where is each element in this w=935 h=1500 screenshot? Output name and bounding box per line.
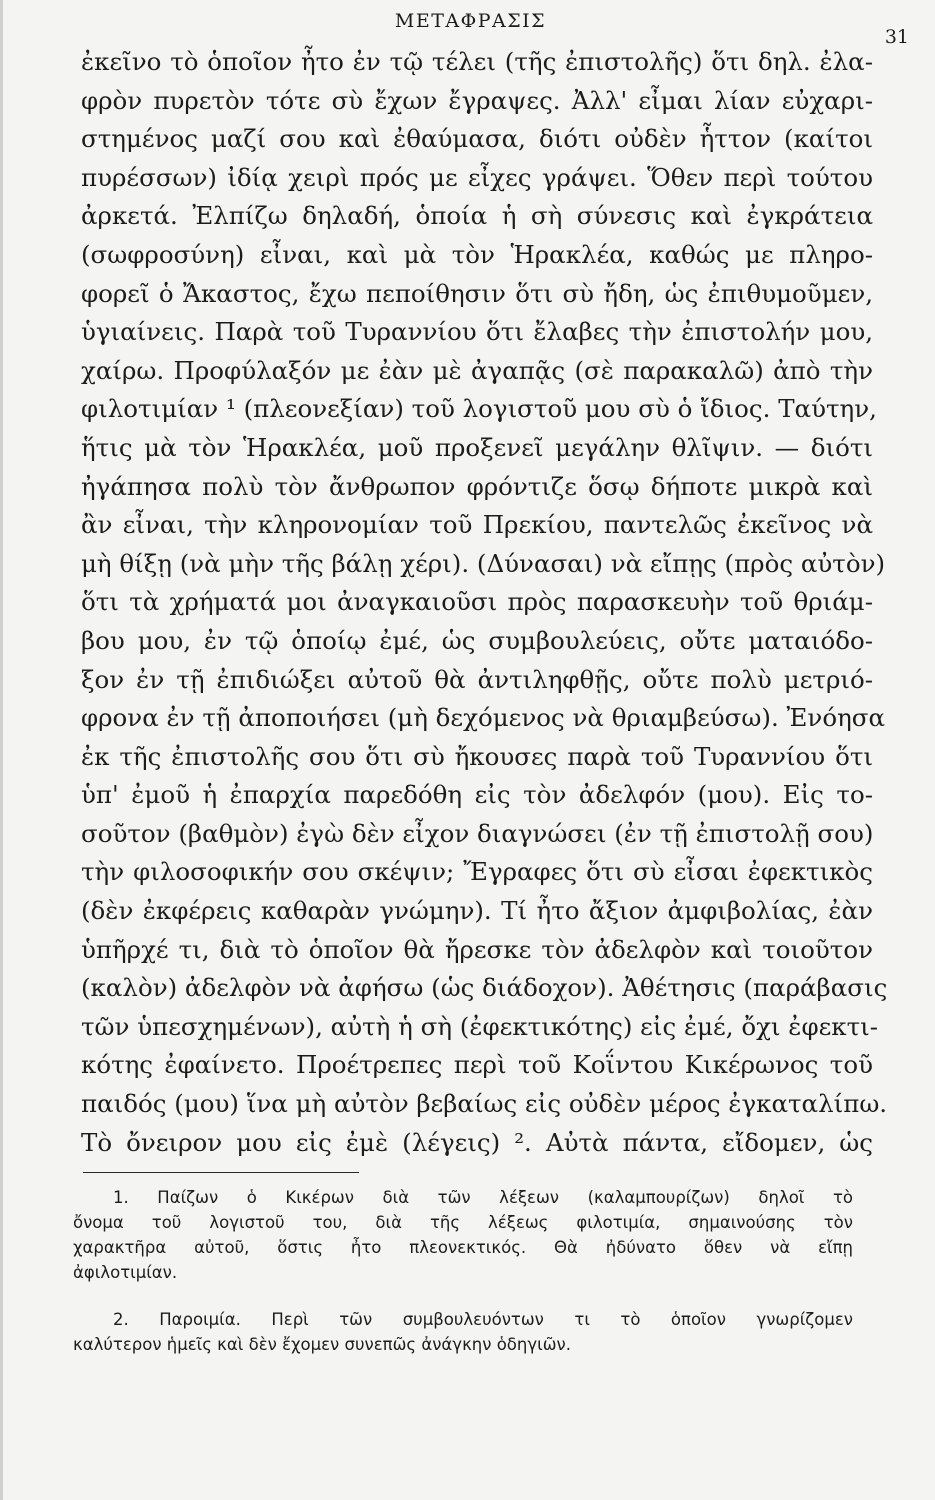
text-line: ἐκεῖνο τὸ ὁποῖον ἦτο ἐν τῷ τέλει (τῆς ἐπιστολῆς) ὅτι δηλ. ἐλα- [81, 47, 873, 76]
text-line: ἥτις μὰ τὸν Ἡρακλέα, μοῦ προξενεῖ μεγάλην θλῖψιν. — διότι [81, 432, 873, 462]
text-line: φρονα ἐν τῇ ἀποποιήσει (μὴ δεχόμενος νὰ θριαμβεύσω). Ἐνόησα [81, 703, 886, 733]
text-line: παιδός (μου) ἵνα μὴ αὐτὸν βεβαίως εἰς οὐδὲν μέρος ἐγκαταλίπω. [81, 1089, 888, 1119]
body-text [81, 43, 888, 1162]
footnote-divider [83, 1172, 359, 1173]
footnote-line: χαρακτῆρα αὐτοῦ, ὅστις ἦτο πλεονεκτικός. Θὰ ἠδύνατο ὅθεν νὰ εἴπῃ [73, 1238, 853, 1257]
footnote-line: 2. Παροιμία. Περὶ τῶν συμβουλευόντων τι τὸ ὁποῖον γνωρίζομεν [113, 1310, 853, 1329]
text-line: φρὸν πυρετὸν τότε σὺ ἔχων ἔγραψες. Ἀλλ' εἶμαι λίαν εὐχαρι- [81, 85, 873, 115]
text-line: (δὲν ἐκφέρεις καθαρὰν γνώμην). Τί ἦτο ἄξιον ἀμφιβολίας, ἐὰν [81, 896, 873, 926]
text-line: ὑπῆρχέ τι, διὰ τὸ ὁποῖον θὰ ἤρεσκε τὸν ἀδελφὸν καὶ τοιοῦτον [81, 934, 873, 964]
text-line: χαίρω. Προφύλαξόν με ἐὰν μὲ ἀγαπᾷς (σὲ παρακαλῶ) ἀπὸ τὴν [81, 355, 873, 385]
footnote-1 [73, 1185, 853, 1285]
text-line: κότης ἐφαίνετο. Προέτρεπες περὶ τοῦ Κοΐντου Κικέρωνος τοῦ [81, 1050, 873, 1080]
footnote-line: καλύτερον ἡμεῖς καὶ δὲν ἔχομεν συνεπῶς ἀνάγκην ὁδηγιῶν. [73, 1335, 571, 1354]
text-line: βου μου, ἐν τῷ ὁποίῳ ἐμέ, ὡς συμβουλεύεις, οὔτε ματαιόδο- [81, 625, 873, 655]
text-line: φιλοτιμίαν ¹ (πλεονεξίαν) τοῦ λογιστοῦ μου σὺ ὁ ἴδιος. Ταύτην, [81, 394, 877, 424]
footnote-line: ἀφιλοτιμίαν. [73, 1263, 178, 1282]
footnote-gap [73, 1285, 853, 1307]
text-line: ἐκ τῆς ἐπιστολῆς σου ὅτι σὺ ἤκουσες παρὰ τοῦ Τυραννίου ὅτι [81, 741, 873, 771]
text-line: (καλὸν) ἀδελφὸν νὰ ἀφήσω (ὡς διάδοχον). Ἀθέτησις (παράβασις [81, 973, 888, 1003]
text-line: ξον ἐν τῇ ἐπιδιώξει αὐτοῦ θὰ ἀντιληφθῇς, οὔτε πολὺ μετριό- [81, 664, 873, 694]
footnote-2 [73, 1307, 853, 1357]
text-line: τῶν ὑπεσχημένων), αὐτὴ ἡ σὴ (ἐφεκτικότης) εἰς ἐμέ, ὄχι ἐφεκτι- [81, 1011, 879, 1041]
text-line: ὅτι τὰ χρήματά μοι ἀναγκαιοῦσι πρὸς παρασκευὴν τοῦ θριάμ- [81, 587, 873, 617]
text-line: Τὸ ὄνειρον μου εἰς ἐμὲ (λέγεις) ². Αὐτὰ πάντα, εἴδομεν, ὡς [81, 1127, 873, 1157]
text-line: τὴν φιλοσοφικήν σου σκέψιν; Ἔγραφες ὅτι σὺ εἶσαι ἐφεκτικὸς [81, 857, 873, 887]
text-line: ὑπ' ἐμοῦ ἡ ἐπαρχία παρεδόθη εἰς τὸν ἀδελφόν (μου). Εἰς το- [81, 780, 873, 810]
footnotes [73, 1185, 853, 1357]
text-line: ἂν εἶναι, τὴν κληρονομίαν τοῦ Πρεκίου, παντελῶς ἐκεῖνος νὰ [81, 510, 873, 540]
footnote-line: 1. Παίζων ὁ Κικέρων διὰ τῶν λέξεων (καλαμπουρίζων) δηλοῖ τὸ [113, 1188, 853, 1207]
text-line: ὑγιαίνεις. Παρὰ τοῦ Τυραννίου ὅτι ἔλαβες τὴν ἐπιστολήν μου, [81, 317, 873, 347]
text-line: σοῦτον (βαθμὸν) ἐγὼ δὲν εἶχον διαγνώσει (ἐν τῇ ἐπιστολῇ σου) [81, 818, 874, 848]
footnote-line: ὄνομα τοῦ λογιστοῦ του, διὰ τῆς λέξεως φιλοτιμία, σημαινούσης τὸν [73, 1213, 853, 1232]
text-line: μὴ θίξῃ (νὰ μὴν τῆς βάλῃ χέρι). (Δύνασαι) νὰ εἴπῃς (πρὸς αὐτὸν) [81, 548, 886, 578]
text-line: πυρέσσων) ἰδίᾳ χειρὶ πρός με εἶχες γράψει. Ὅθεν περὶ τούτου [81, 162, 873, 192]
text-line: στημένος μαζί σου καὶ ἐθαύμασα, διότι οὐδὲν ἧττον (καίτοι [81, 124, 873, 154]
running-head: ΜΕΤΑΦΡΑΣΙΣ [394, 10, 547, 32]
text-line: φορεῖ ὁ Ἄκαστος, ἔχω πεποίθησιν ὅτι σὺ ἤδη, ὡς ἐπιθυμοῦμεν, [81, 278, 873, 308]
text-line: ἀρκετά. Ἐλπίζω δηλαδή, ὁποία ἡ σὴ σύνεσις καὶ ἐγκράτεια [81, 201, 873, 231]
text-line: ἠγάπησα πολὺ τὸν ἄνθρωπον φρόντιζε ὅσῳ δήποτε μικρὰ καὶ [81, 471, 873, 501]
text-line: (σωφροσύνη) εἶναι, καὶ μὰ τὸν Ἡρακλέα, καθώς με πληρο- [81, 239, 873, 269]
page-number: 31 [884, 26, 909, 48]
